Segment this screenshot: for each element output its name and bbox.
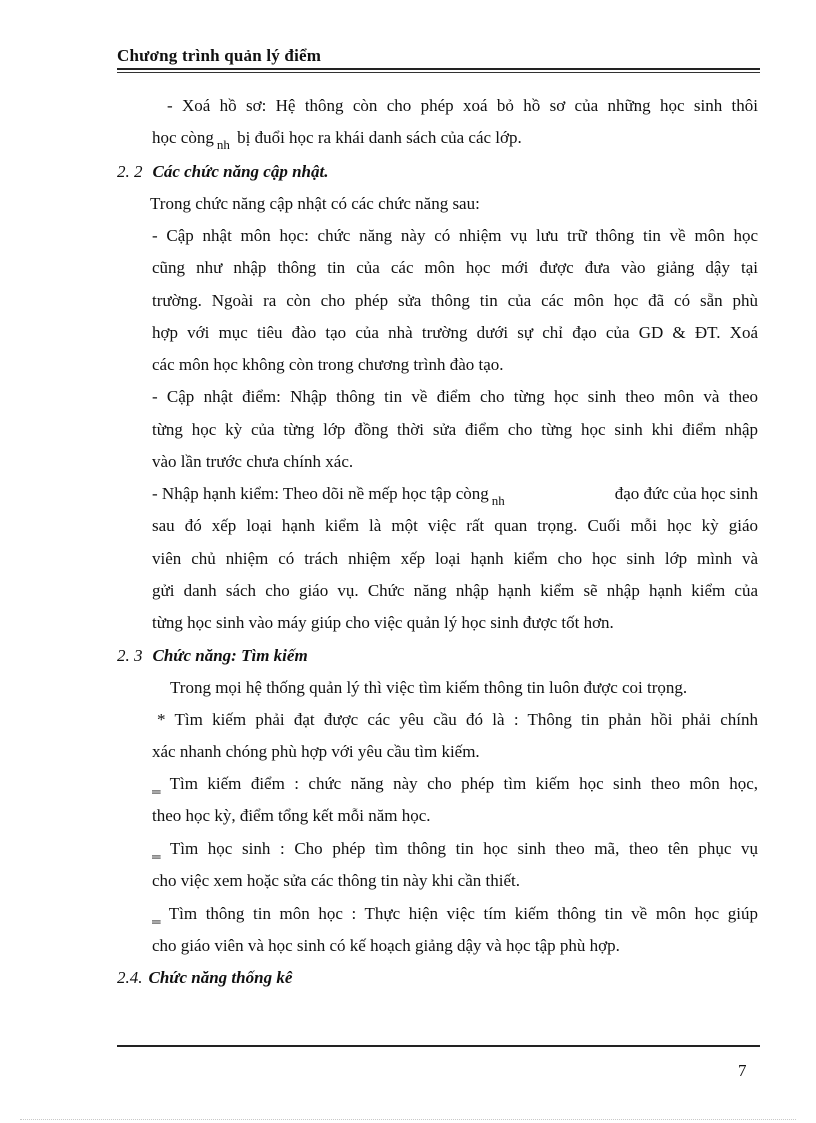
text-run: đạo đức của học sinh: [614, 484, 758, 503]
paragraph-line: vào lần trước chưa chính xác.: [152, 452, 354, 471]
paragraph-line: từng học sinh vào máy giúp cho việc quản lý học sinh được tốt hơn.: [152, 613, 614, 632]
header-rule: [117, 68, 760, 70]
paragraph-line: viên chủ nhiệm có trách nhiệm xếp loại hạnh kiểm cho học sinh lớp mình và: [152, 549, 758, 568]
paragraph-line: Trong mọi hệ thống quản lý thì việc tìm kiếm thông tin luôn được coi trọng.: [170, 678, 688, 697]
subscript-text: nh: [216, 137, 230, 150]
page-edge-dotted-line: [20, 1119, 796, 1121]
paragraph-line: gửi danh sách cho giáo vụ. Chức năng nhập hạnh kiểm sẽ nhập hạnh kiểm của: [152, 581, 758, 600]
text-run: bị đuổi học ra khái danh sách của các lớp.: [237, 128, 522, 147]
paragraph-line: - Cập nhật môn học: chức năng này có nhiệm vụ lưu trữ thông tin về môn học: [152, 226, 758, 245]
section-title: Chức năng thống kê: [148, 968, 293, 987]
section-number: 2.4.: [117, 968, 143, 987]
section-number: 2. 3: [117, 646, 143, 665]
paragraph-line: ‗ Tìm kiếm điểm : chức năng này cho phép tìm kiếm học sinh theo môn học,: [152, 774, 758, 793]
paragraph-line: các môn học không còn trong chương trình đào tạo.: [152, 355, 504, 374]
page-header-title: Chương trình quản lý điểm: [117, 46, 322, 65]
section-title: Chức năng: Tìm kiếm: [152, 646, 308, 665]
paragraph-line: cho giáo viên và học sinh có kế hoạch giảng dậy và học tập phù hợp.: [152, 936, 620, 955]
paragraph-line: sau đó xếp loại hạnh kiểm là một việc rất quan trọng. Cuối mỗi học kỳ giáo: [152, 516, 758, 535]
paragraph-line: xác nhanh chóng phù hợp với yêu cầu tìm kiếm.: [152, 742, 480, 761]
paragraph-line: * Tìm kiếm phải đạt được các yêu cầu đó là : Thông tin phản hồi phải chính: [157, 710, 758, 729]
section-title: Các chức năng cập nhật.: [152, 162, 329, 181]
paragraph-line: ‗ Tìm học sinh : Cho phép tìm thông tin học sinh theo mã, theo tên phục vụ: [152, 839, 758, 858]
paragraph-line: cũng như nhập thông tin của các môn học mới được đưa vào giảng dậy tại: [152, 258, 758, 277]
section-heading-2-2: [117, 162, 328, 182]
paragraph-line: hợp với mục tiêu đào tạo của nhà trường dưới sự chỉ đạo của GD & ĐT. Xoá: [152, 323, 758, 342]
section-heading-2-3: [117, 646, 308, 666]
text-run: học còng: [152, 128, 214, 147]
paragraph-line: ‗ Tìm thông tin môn học : Thực hiện việc tím kiếm thông tin về môn học giúp: [152, 904, 758, 923]
paragraph-line: [152, 128, 758, 150]
paragraph-line: - Cập nhật điểm: Nhập thông tin về điểm cho từng học sinh theo môn và theo: [152, 387, 758, 406]
paragraph-line: Trong chức năng cập nhật có các chức năng sau:: [150, 194, 480, 213]
section-heading-2-4: [117, 968, 292, 988]
paragraph-line: - Xoá hồ sơ: Hệ thông còn cho phép xoá bỏ hồ sơ của những học sinh thôi: [167, 96, 758, 115]
text-run: - Nhập hạnh kiểm: Theo dõi nề mếp học tập còng: [152, 484, 489, 503]
paragraph-line: theo học kỳ, điểm tổng kết mỗi năm học.: [152, 806, 431, 825]
subscript-text: nh: [491, 493, 505, 506]
paragraph-line: cho việc xem hoặc sửa các thông tin này khi cần thiết.: [152, 871, 520, 890]
footer-rule: [117, 1045, 760, 1047]
paragraph-line: từng học kỳ của từng lớp đồng thời sửa điểm cho từng học sinh khi điểm nhập: [152, 420, 758, 439]
paragraph-line: trường. Ngoài ra còn cho phép sửa thông tin của các môn học đã có sẵn phù: [152, 291, 758, 310]
header-rule-thin: [117, 72, 760, 73]
section-number: 2. 2: [117, 162, 143, 181]
page-number: 7: [738, 1061, 747, 1080]
paragraph-line: [152, 484, 758, 506]
